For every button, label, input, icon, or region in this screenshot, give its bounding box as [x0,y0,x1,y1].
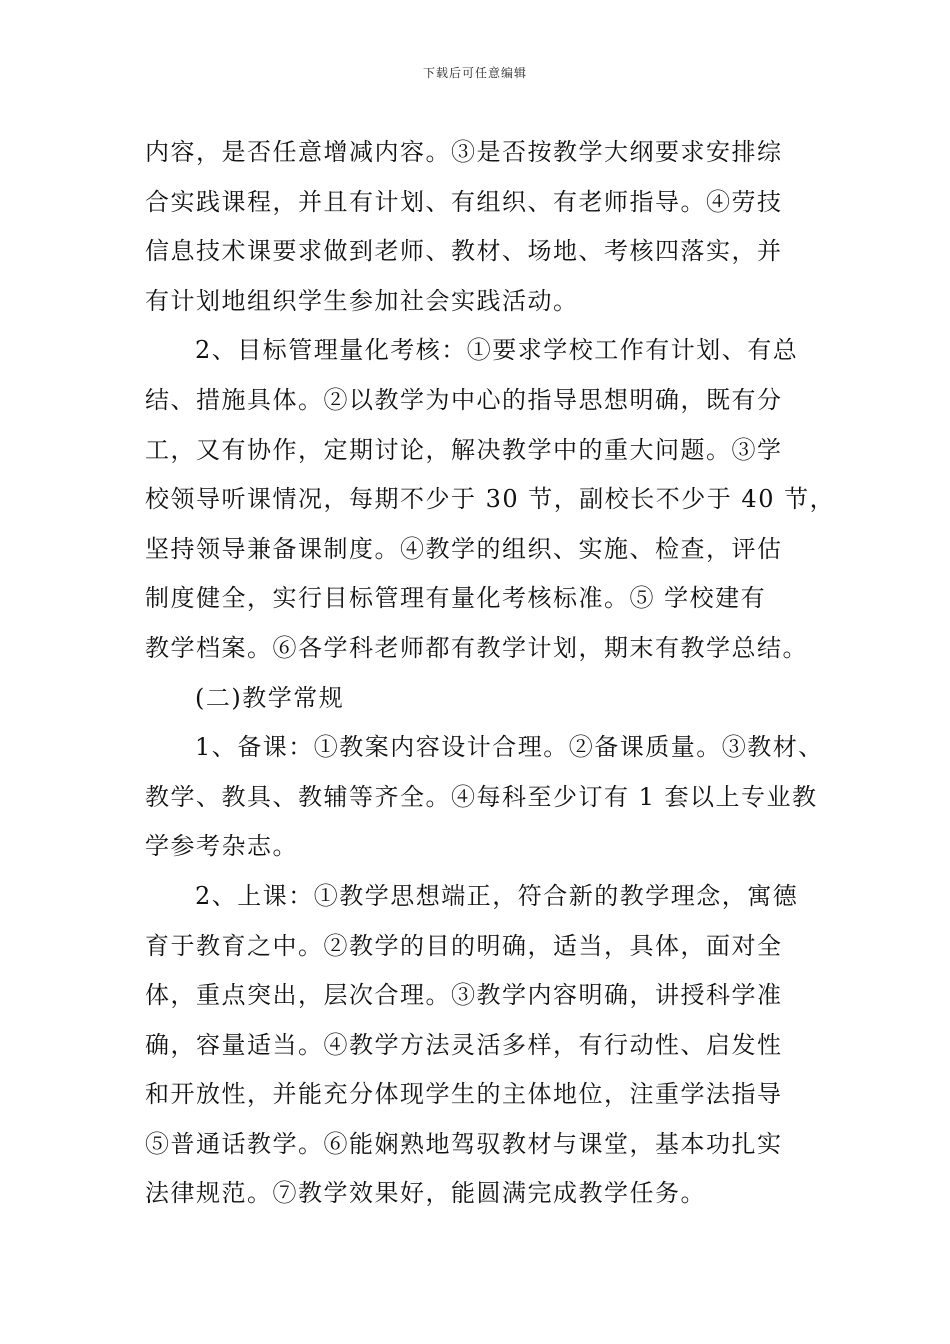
text-line: 确，容量适当。④教学方法灵活多样，有行动性、启发性 [145,1030,783,1059]
text-line: 有计划地组织学生参加社会实践活动。 [145,286,579,315]
paragraph-start-line: 2、上课：①教学思想端正，符合新的教学理念，寓德 [195,881,799,910]
text-line: 体，重点突出，层次合理。③教学内容明确，讲授科学准 [145,981,783,1010]
text-line: 合实践课程，并且有计划、有组织、有老师指导。④劳技 [145,187,783,216]
text-line: 学参考杂志。 [145,832,298,861]
text-line: 坚持领导兼备课制度。④教学的组织、实施、检查，评估 [145,534,783,563]
page-header: 下载后可任意编辑 [422,66,527,80]
text-line: 工，又有协作，定期讨论，解决教学中的重大问题。③学 [145,435,783,464]
text-line: 教学档案。⑥各学科老师都有教学计划，期末有教学总结。 [145,633,808,662]
text-line: 育于教育之中。②教学的目的明确，适当，具体，面对全 [145,931,783,960]
paragraph-start-line: 1、备课：①教案内容设计合理。②备课质量。③教材、 [195,733,824,762]
text-line: 结、措施具体。②以教学为中心的指导思想明确，既有分 [145,385,783,414]
document-body [145,128,836,1219]
text-line: 校领导听课情况，每期不少于 30 节，副校长不少于 40 节， [145,485,836,514]
text-line: 和开放性，并能充分体现学生的主体地位，注重学法指导 [145,1080,783,1109]
text-line: 制度健全，实行目标管理有量化考核标准。⑤ 学校建有 [145,584,767,613]
text-line: 内容，是否任意增减内容。③是否按教学大纲要求安排综 [145,138,783,166]
text-line: 教学、教具、教辅等齐全。④每科至少订有 1 套以上专业教 [145,782,818,811]
section-heading: (二)教学常规 [195,683,345,712]
text-line: ⑤普通话教学。⑥能娴熟地驾驭教材与课堂，基本功扎实 [145,1129,783,1158]
text-line: 法律规范。⑦教学效果好，能圆满完成教学任务。 [145,1179,706,1208]
paragraph-start-line: 2、目标管理量化考核：①要求学校工作有计划、有总 [195,336,799,365]
text-line: 信息技术课要求做到老师、教材、场地、考核四落实，并 [145,237,783,266]
